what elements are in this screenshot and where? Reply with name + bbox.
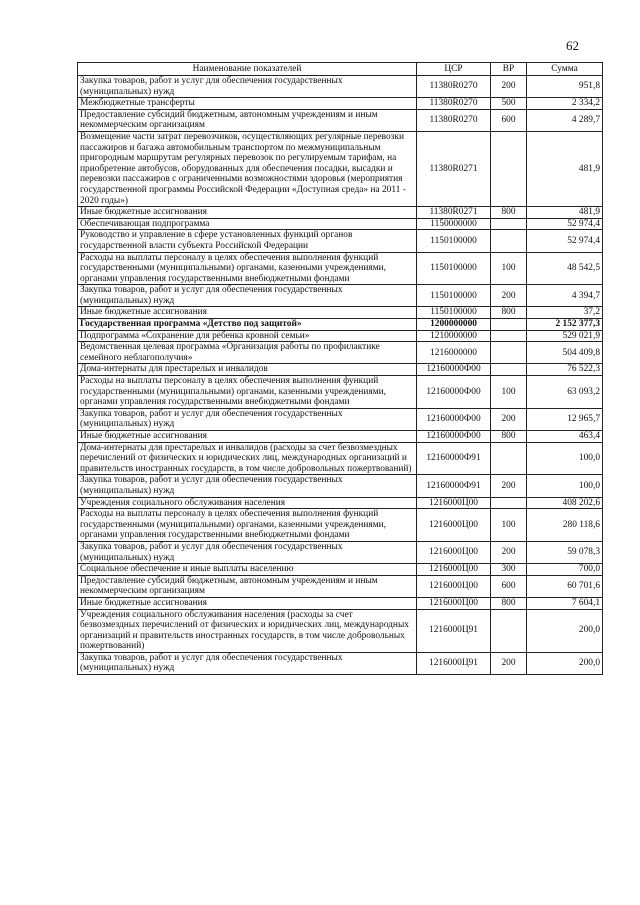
cell-vr: 200 — [491, 76, 527, 98]
cell-sum: 463,4 — [527, 431, 603, 443]
cell-sum: 200,0 — [527, 652, 603, 674]
cell-vr — [491, 342, 527, 364]
cell-name: Дома-интернаты для престарелых и инвалидов — [78, 364, 417, 376]
cell-vr — [491, 218, 527, 230]
cell-csr: 1150000000 — [417, 218, 491, 230]
table-row — [78, 609, 603, 652]
cell-sum: 48 542,5 — [527, 252, 603, 285]
cell-vr: 500 — [491, 98, 527, 110]
cell-sum: 12 965,7 — [527, 408, 603, 430]
table-row — [78, 230, 603, 252]
cell-sum: 200,0 — [527, 609, 603, 652]
cell-name: Расходы на выплаты персоналу в целях обеспечения выполнения функций государственными (муниципальными) органами, казенными учреждениями, органами управления государственными внебюджетными фондами — [78, 252, 417, 285]
cell-name: Предоставление субсидий бюджетным, автономным учреждениям и иным некоммерческим организациям — [78, 575, 417, 597]
cell-vr: 100 — [491, 376, 527, 409]
cell-sum: 481,9 — [527, 207, 603, 219]
table-row — [78, 541, 603, 563]
table-row — [78, 475, 603, 497]
table-row — [78, 376, 603, 409]
cell-sum: 2 334,2 — [527, 98, 603, 110]
cell-csr: 1150100000 — [417, 285, 491, 307]
cell-name: Закупка товаров, работ и услуг для обеспечения государственных (муниципальных) нужд — [78, 408, 417, 430]
cell-csr: 1150100000 — [417, 252, 491, 285]
cell-sum: 4 289,7 — [527, 109, 603, 131]
cell-sum: 504 409,8 — [527, 342, 603, 364]
header-vr: ВР — [491, 63, 527, 76]
table-header-row — [78, 63, 603, 76]
cell-csr: 11380R0271 — [417, 131, 491, 206]
cell-name: Закупка товаров, работ и услуг для обеспечения государственных (муниципальных) нужд — [78, 76, 417, 98]
table-row — [78, 218, 603, 230]
cell-sum: 60 701,6 — [527, 575, 603, 597]
cell-csr: 1150100000 — [417, 307, 491, 319]
cell-sum: 408 202,6 — [527, 497, 603, 509]
cell-csr: 11380R0271 — [417, 207, 491, 219]
cell-name: Иные бюджетные ассигнования — [78, 597, 417, 609]
cell-csr: 12160000Ф00 — [417, 431, 491, 443]
cell-name: Руководство и управление в сфере установленных функций органов государственной власти субъекта Российской Федерации — [78, 230, 417, 252]
cell-name: Обеспечивающая подпрограмма — [78, 218, 417, 230]
cell-vr: 200 — [491, 285, 527, 307]
cell-csr: 12160000Ф91 — [417, 442, 491, 475]
cell-sum: 59 078,3 — [527, 541, 603, 563]
cell-vr: 100 — [491, 509, 527, 542]
cell-sum: 481,9 — [527, 131, 603, 206]
cell-csr: 1216000000 — [417, 342, 491, 364]
cell-csr: 11380R0270 — [417, 109, 491, 131]
cell-vr: 100 — [491, 252, 527, 285]
cell-vr: 600 — [491, 575, 527, 597]
table-row — [78, 98, 603, 110]
cell-name: Ведомственная целевая программа «Организация работы по профилактике семейного неблагополучия» — [78, 342, 417, 364]
cell-name: Учреждения социального обслуживания населения (расходы за счет безвозмездных перечислений от физических и юридических лиц, международных организаций и правительств иностранных государств, в том числе добровольных пожертвований) — [78, 609, 417, 652]
cell-csr: 1216000Ц00 — [417, 564, 491, 576]
table-row — [78, 252, 603, 285]
cell-csr: 1216000Ц91 — [417, 652, 491, 674]
table-row — [78, 564, 603, 576]
header-sum: Сумма — [527, 63, 603, 76]
cell-name: Предоставление субсидий бюджетным, автономным учреждениям и иным некоммерческим организациям — [78, 109, 417, 131]
cell-vr: 800 — [491, 307, 527, 319]
cell-name: Закупка товаров, работ и услуг для обеспечения государственных (муниципальных) нужд — [78, 475, 417, 497]
budget-table — [77, 62, 603, 675]
cell-vr — [491, 330, 527, 342]
cell-sum: 37,2 — [527, 307, 603, 319]
cell-csr: 1216000Ц91 — [417, 609, 491, 652]
cell-name: Дома-интернаты для престарелых и инвалидов (расходы за счет безвозмездных перечислений от физических и юридических лиц, международных организаций и правительств иностранных государств, в том числе добровольных пожертвований) — [78, 442, 417, 475]
table-row — [78, 431, 603, 443]
cell-csr: 1216000Ц00 — [417, 597, 491, 609]
table-row — [78, 76, 603, 98]
cell-sum: 700,0 — [527, 564, 603, 576]
cell-vr: 200 — [491, 475, 527, 497]
cell-vr: 200 — [491, 541, 527, 563]
table-row — [78, 575, 603, 597]
cell-csr: 11380R0270 — [417, 98, 491, 110]
header-name: Наименование показателей — [78, 63, 417, 76]
cell-sum: 4 394,7 — [527, 285, 603, 307]
page-number: 62 — [566, 38, 579, 53]
cell-csr: 1216000Ц00 — [417, 497, 491, 509]
cell-sum: 529 021,9 — [527, 330, 603, 342]
cell-name: Государственная программа «Детство под защитой» — [78, 319, 417, 331]
cell-sum: 2 152 377,3 — [527, 319, 603, 331]
cell-name: Иные бюджетные ассигнования — [78, 307, 417, 319]
table-row — [78, 285, 603, 307]
cell-sum: 7 604,1 — [527, 597, 603, 609]
cell-csr: 1200000000 — [417, 319, 491, 331]
table-row — [78, 509, 603, 542]
table-row — [78, 364, 603, 376]
cell-vr: 300 — [491, 564, 527, 576]
header-csr: ЦСР — [417, 63, 491, 76]
cell-csr: 12160000Ф00 — [417, 364, 491, 376]
cell-name: Закупка товаров, работ и услуг для обеспечения государственных (муниципальных) нужд — [78, 652, 417, 674]
cell-csr: 1150100000 — [417, 230, 491, 252]
cell-name: Расходы на выплаты персоналу в целях обеспечения выполнения функций государственными (муниципальными) органами, казенными учреждениями, органами управления государственными внебюджетными фондами — [78, 376, 417, 409]
table-row — [78, 652, 603, 674]
cell-csr: 1210000000 — [417, 330, 491, 342]
cell-vr — [491, 230, 527, 252]
cell-name: Расходы на выплаты персоналу в целях обеспечения выполнения функций государственными (муниципальными) органами, казенными учреждениями, органами управления государственными внебюджетными фондами — [78, 509, 417, 542]
cell-csr: 12160000Ф00 — [417, 376, 491, 409]
cell-vr: 600 — [491, 109, 527, 131]
cell-sum: 280 118,6 — [527, 509, 603, 542]
cell-csr: 1216000Ц00 — [417, 541, 491, 563]
cell-name: Иные бюджетные ассигнования — [78, 207, 417, 219]
cell-name: Подпрограмма «Сохранение для ребенка кровной семьи» — [78, 330, 417, 342]
cell-sum: 76 522,3 — [527, 364, 603, 376]
cell-name: Межбюджетные трансферты — [78, 98, 417, 110]
cell-name: Учреждения социального обслуживания населения — [78, 497, 417, 509]
cell-vr: 800 — [491, 597, 527, 609]
cell-csr: 1216000Ц00 — [417, 509, 491, 542]
cell-sum: 100,0 — [527, 475, 603, 497]
cell-name: Иные бюджетные ассигнования — [78, 431, 417, 443]
cell-sum: 52 974,4 — [527, 230, 603, 252]
cell-vr: 200 — [491, 652, 527, 674]
table-row — [78, 342, 603, 364]
cell-vr — [491, 609, 527, 652]
cell-name: Закупка товаров, работ и услуг для обеспечения государственных (муниципальных) нужд — [78, 541, 417, 563]
table-row — [78, 307, 603, 319]
cell-sum: 951,8 — [527, 76, 603, 98]
cell-sum: 52 974,4 — [527, 218, 603, 230]
table-row — [78, 109, 603, 131]
cell-vr: 200 — [491, 408, 527, 430]
table-row — [78, 207, 603, 219]
cell-vr: 800 — [491, 207, 527, 219]
cell-csr: 1216000Ц00 — [417, 575, 491, 597]
cell-vr — [491, 131, 527, 206]
cell-csr: 12160000Ф00 — [417, 408, 491, 430]
cell-vr — [491, 497, 527, 509]
table-row — [78, 597, 603, 609]
table-row — [78, 408, 603, 430]
cell-csr: 12160000Ф91 — [417, 475, 491, 497]
cell-sum: 100,0 — [527, 442, 603, 475]
cell-csr: 11380R0270 — [417, 76, 491, 98]
table-row — [78, 330, 603, 342]
cell-vr — [491, 364, 527, 376]
cell-name: Закупка товаров, работ и услуг для обеспечения государственных (муниципальных) нужд — [78, 285, 417, 307]
cell-name: Возмещение части затрат перевозчиков, осуществляющих регулярные перевозки пассажиров и багажа автомобильным транспортом по межмуниципальным пригородным маршрутам регулярных перевозок по регулируемым тарифам, на приобретение автобусов, оборудованных для обеспечения посадки, высадки и перевозки пассажиров с ограниченными возможностями здоровья (мероприятия государственной программы Российской Федерации «Доступная среда» на 2011 - 2020 годы») — [78, 131, 417, 206]
table-row — [78, 319, 603, 331]
cell-vr — [491, 319, 527, 331]
cell-name: Социальное обеспечение и иные выплаты населению — [78, 564, 417, 576]
table-row — [78, 497, 603, 509]
cell-vr — [491, 442, 527, 475]
table-row — [78, 442, 603, 475]
cell-sum: 63 093,2 — [527, 376, 603, 409]
cell-vr: 800 — [491, 431, 527, 443]
table-row — [78, 131, 603, 206]
